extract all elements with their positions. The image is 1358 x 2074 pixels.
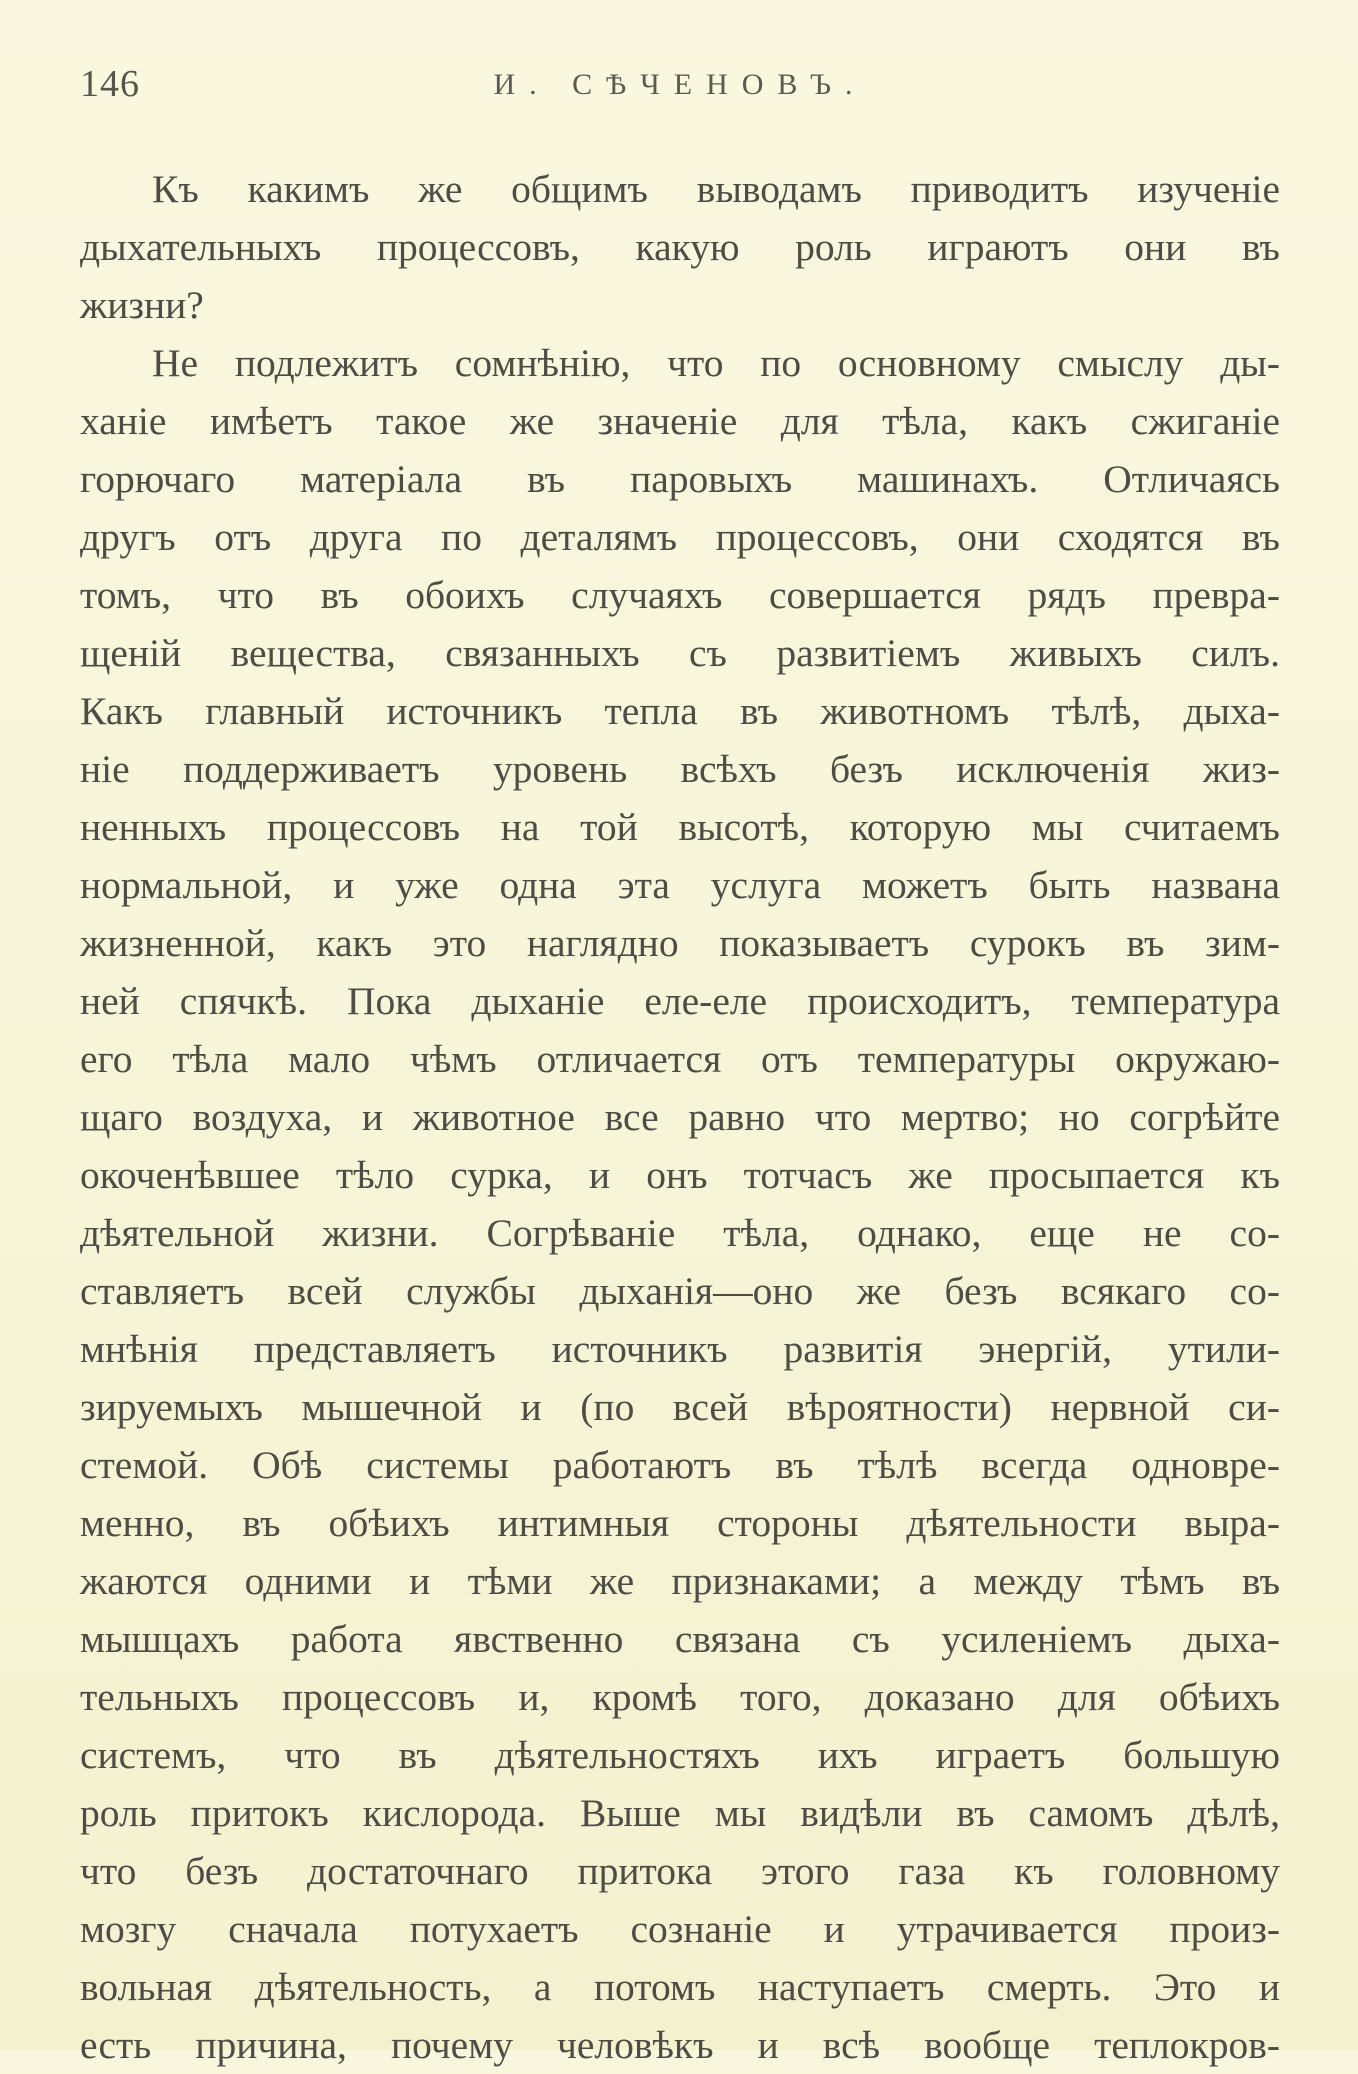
text-line: мозгу сначала потухаетъ сознаніе и утрачивается произ- (80, 1907, 1280, 1951)
text-line: томъ, что въ обоихъ случаяхъ совершается рядъ превра- (80, 573, 1280, 617)
running-head (80, 62, 1280, 122)
text-line: ніе поддерживаетъ уровень всѣхъ безъ исключенія жиз- (80, 747, 1280, 791)
text-line: Не подлежитъ сомнѣнію, что по основному смыслу ды- (152, 341, 1280, 385)
text-line: роль притокъ кислорода. Выше мы видѣли въ самомъ дѣлѣ, (80, 1791, 1280, 1835)
text-line: Къ какимъ же общимъ выводамъ приводитъ изученіе (152, 167, 1280, 211)
text-line: стемой. Обѣ системы работаютъ въ тѣлѣ всегда одновре- (80, 1443, 1280, 1487)
text-line: Какъ главный источникъ тепла въ животномъ тѣлѣ, дыха- (80, 689, 1280, 733)
text-line: что безъ достаточнаго притока этого газа къ головному (80, 1849, 1280, 1893)
text-line: окоченѣвшее тѣло сурка, и онъ тотчасъ же просыпается къ (80, 1153, 1280, 1197)
text-line: системъ, что въ дѣятельностяхъ ихъ играетъ большую (80, 1733, 1280, 1777)
page-header-title: И. СѢЧЕНОВЪ. (493, 68, 867, 101)
text-line: нормальной, и уже одна эта услуга можетъ быть названа (80, 863, 1280, 907)
text-line: ней спячкѣ. Пока дыханіе еле-еле происходитъ, температура (80, 979, 1280, 1023)
text-line: другъ отъ друга по деталямъ процессовъ, они сходятся въ (80, 515, 1280, 559)
text-line: жизненной, какъ это наглядно показываетъ сурокъ въ зим- (80, 921, 1280, 965)
body-text (80, 160, 1280, 2074)
text-line: тельныхъ процессовъ и, кромѣ того, доказано для обѣихъ (80, 1675, 1280, 1719)
text-line: жизни? (80, 283, 204, 327)
text-line: дыхательныхъ процессовъ, какую роль играютъ они въ (80, 225, 1280, 269)
text-line: менно, въ обѣихъ интимныя стороны дѣятельности выра- (80, 1501, 1280, 1545)
text-line: щеній вещества, связанныхъ съ развитіемъ живыхъ силъ. (80, 631, 1280, 675)
text-line: ненныхъ процессовъ на той высотѣ, которую мы считаемъ (80, 805, 1280, 849)
page-number: 146 (80, 63, 140, 105)
text-line: мышцахъ работа явственно связана съ усиленіемъ дыха- (80, 1617, 1280, 1661)
text-line: ставляетъ всей службы дыханія—оно же безъ всякаго со- (80, 1269, 1280, 1313)
text-line: вольная дѣятельность, а потомъ наступаетъ смерть. Это и (80, 1965, 1280, 2009)
text-line: его тѣла мало чѣмъ отличается отъ температуры окружаю- (80, 1037, 1280, 1081)
text-line: горючаго матеріала въ паровыхъ машинахъ. Отличаясь (80, 457, 1280, 501)
text-line: жаются одними и тѣми же признаками; а между тѣмъ въ (80, 1559, 1280, 1603)
text-line: зируемыхъ мышечной и (по всей вѣроятности) нервной си- (80, 1385, 1280, 1429)
text-line: есть причина, почему человѣкъ и всѣ вообще теплокров- (80, 2023, 1280, 2067)
text-line: щаго воздуха, и животное все равно что мертво; но согрѣйте (80, 1095, 1280, 1139)
text-line: ханіе имѣетъ такое же значеніе для тѣла, какъ сжиганіе (80, 399, 1280, 443)
text-line: мнѣнія представляетъ источникъ развитія энергій, утили- (80, 1327, 1280, 1371)
text-line: дѣятельной жизни. Согрѣваніе тѣла, однако, еще не со- (80, 1211, 1280, 1255)
